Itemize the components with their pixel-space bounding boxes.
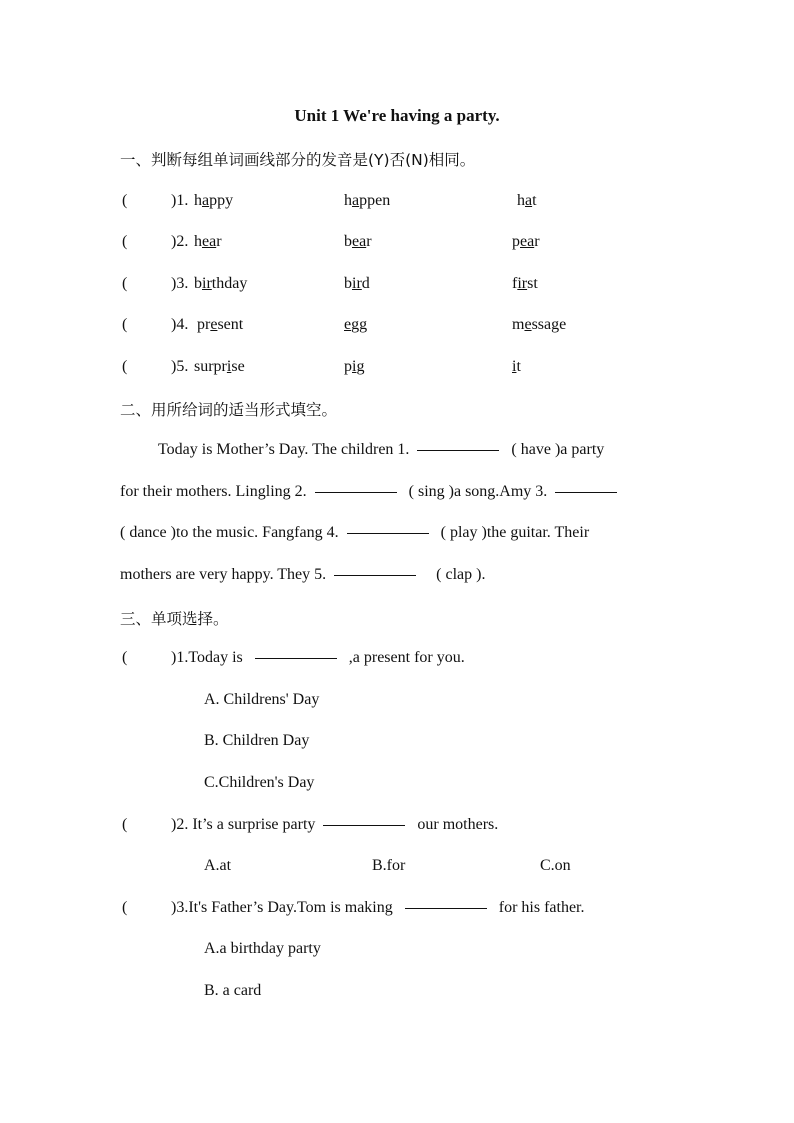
choice-blank[interactable] [255, 658, 337, 659]
fill-line-4: mothers are very happy. They 5. ( clap ). [120, 566, 486, 583]
question-number: )3. [171, 275, 189, 292]
answer-paren[interactable]: ( [122, 192, 128, 209]
question-number: )2. [171, 233, 189, 250]
word-2: egg [344, 316, 368, 333]
word-2: pig [344, 358, 365, 375]
option-b[interactable]: B. a card [204, 982, 262, 999]
option-b[interactable]: B.for [372, 857, 406, 874]
question-number: )5. [171, 358, 189, 375]
section-heading-1: 一、判断每组单词画线部分的发音是(Y)否(N)相同。 [120, 151, 476, 169]
answer-paren[interactable]: ( [122, 358, 128, 375]
fill-blank-3[interactable] [555, 492, 617, 493]
word-2: bear [344, 233, 372, 250]
answer-paren[interactable]: ( [122, 233, 128, 250]
fill-line-3: ( dance )to the music. Fangfang 4. ( play )the guitar. Their [120, 524, 590, 541]
fill-blank-2[interactable] [315, 492, 397, 493]
question-number: )1. [171, 192, 189, 209]
choice-blank[interactable] [323, 825, 405, 826]
choice-blank[interactable] [405, 908, 487, 909]
page-title: Unit 1 We're having a party. [294, 106, 500, 125]
question-stem: )3.It's Father’s Day.Tom is making for his father. [171, 899, 585, 916]
answer-paren[interactable]: ( [122, 899, 128, 916]
word-3: first [512, 275, 538, 292]
answer-paren[interactable]: ( [122, 316, 128, 333]
fill-line-2: for their mothers. Lingling 2. ( sing )a song.Amy 3. [120, 483, 617, 501]
word-1: hear [194, 233, 222, 250]
word-1: birthday [194, 275, 248, 292]
option-c[interactable]: C.on [540, 857, 571, 874]
answer-paren[interactable]: ( [122, 816, 128, 833]
fill-blank-4[interactable] [347, 533, 429, 534]
word-3: pear [512, 233, 540, 250]
word-1: happy [194, 192, 234, 209]
fill-line-1: Today is Mother’s Day. The children 1. ( have )a party [158, 441, 605, 458]
option-a[interactable]: A.a birthday party [204, 940, 321, 957]
word-1: surprise [194, 358, 245, 375]
word-1: present [197, 316, 244, 333]
section-heading-3: 三、单项选择。 [120, 610, 229, 628]
word-2: happen [344, 192, 391, 209]
word-3: it [512, 358, 521, 375]
option-a[interactable]: A. Childrens' Day [204, 691, 320, 708]
answer-paren[interactable]: ( [122, 275, 128, 292]
option-c[interactable]: C.Children's Day [204, 774, 315, 791]
fill-blank-5[interactable] [334, 575, 416, 576]
word-2: bird [344, 275, 370, 292]
word-3: hat [517, 192, 537, 209]
option-a[interactable]: A.at [204, 857, 232, 874]
word-3: message [512, 316, 567, 333]
option-b[interactable]: B. Children Day [204, 732, 310, 749]
question-stem: )2. It’s a surprise party our mothers. [171, 816, 499, 833]
answer-paren[interactable]: ( [122, 649, 128, 666]
question-stem: )1.Today is ,a present for you. [171, 649, 465, 666]
fill-blank-1[interactable] [417, 450, 499, 451]
section-heading-2: 二、用所给词的适当形式填空。 [120, 401, 338, 419]
question-number: )4. [171, 316, 189, 333]
